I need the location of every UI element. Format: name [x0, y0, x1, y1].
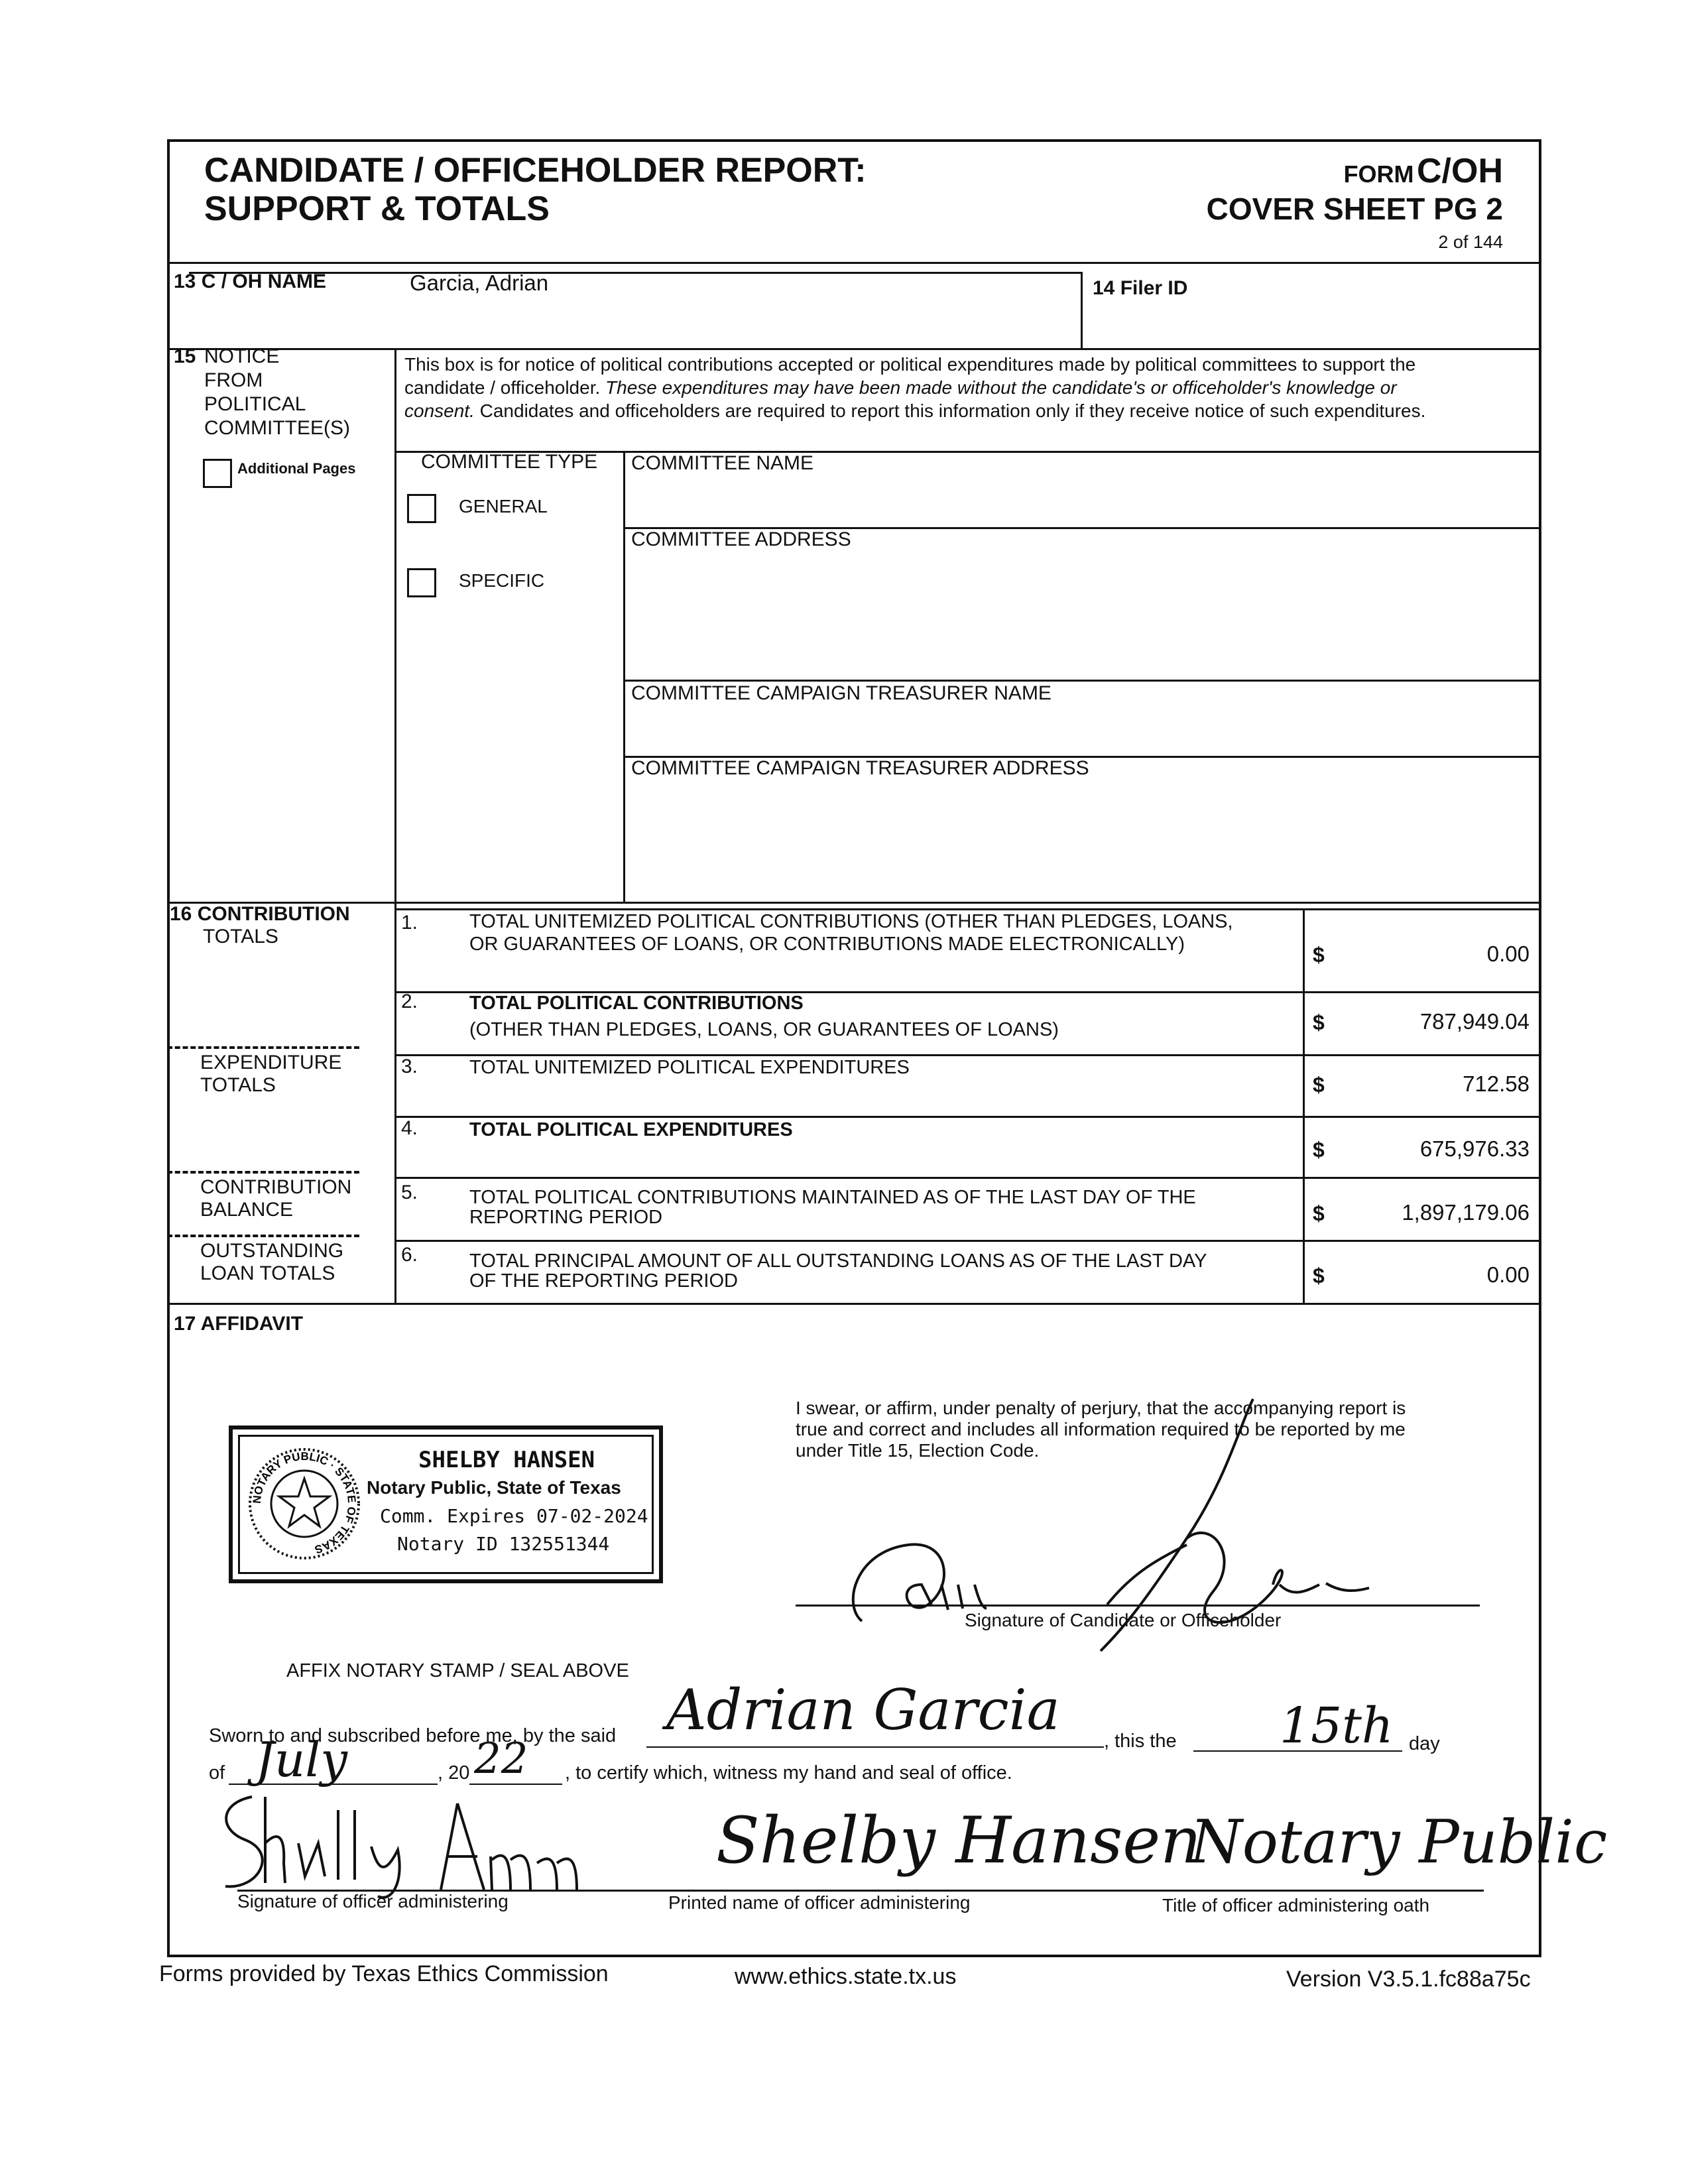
divider	[623, 680, 1541, 682]
contribution-totals-line1: 16 CONTRIBUTION	[170, 903, 350, 925]
totals-row-1-amount: 0.00	[1486, 941, 1530, 966]
totals-row-1-line2: OR GUARANTEES OF LOANS, OR CONTRIBUTIONS MADE ELECTRONICALLY)	[469, 934, 1185, 955]
oath-line1: I swear, or affirm, under penalty of perjury, that the accompanying report is	[796, 1398, 1406, 1418]
candidate-signature-line	[796, 1605, 1480, 1607]
totals-row-3-num: 3.	[401, 1056, 418, 1077]
day-label: day	[1409, 1733, 1440, 1754]
notice-label-line2: FROM	[204, 369, 263, 391]
divider	[189, 272, 1081, 274]
totals-row-2-num: 2.	[401, 991, 418, 1012]
title-handwritten: Notary Public	[1190, 1807, 1608, 1877]
totals-row-1-currency: $	[1313, 943, 1325, 967]
day-handwritten: 15th	[1280, 1697, 1394, 1754]
cover-sheet-label: COVER SHEET PG 2	[1206, 192, 1503, 226]
totals-row-5-currency: $	[1313, 1201, 1325, 1225]
divider	[394, 348, 396, 1303]
committee-type-label: COMMITTEE TYPE	[421, 451, 598, 473]
outstanding-loans-line2: LOAN TOTALS	[200, 1262, 335, 1284]
form-code-block	[1344, 151, 1503, 191]
totals-row-2-line1: TOTAL POLITICAL CONTRIBUTIONS	[469, 993, 804, 1014]
divider	[394, 1054, 1541, 1056]
divider	[394, 1177, 1541, 1179]
divider	[167, 1303, 1541, 1305]
notice-label-line1: NOTICE	[204, 345, 280, 367]
stamp-name: SHELBY HANSEN	[418, 1447, 595, 1473]
outstanding-loans-line1: OUTSTANDING	[200, 1240, 344, 1262]
expenditure-totals-line2: TOTALS	[200, 1074, 276, 1096]
contribution-balance-line1: CONTRIBUTION	[200, 1176, 352, 1198]
totals-row-2-amount: 787,949.04	[1419, 1009, 1530, 1034]
notary-stamp	[229, 1426, 663, 1583]
printed-name-label: Printed name of officer administering	[668, 1892, 971, 1913]
specific-checkbox[interactable]	[407, 568, 436, 597]
outstanding-loans-label	[200, 1240, 343, 1285]
this-the-label: , this the	[1104, 1730, 1177, 1752]
totals-row-2-line2: (OTHER THAN PLEDGES, LOANS, OR GUARANTEES OF LOANS)	[469, 1019, 1059, 1040]
notice-label-line3: POLITICAL	[204, 393, 306, 415]
notice-text-line1: This box is for notice of political contributions accepted or political expenditures made by political committees to support the	[404, 354, 1416, 375]
form-title-line2: SUPPORT & TOTALS	[204, 190, 550, 228]
notary-seal	[245, 1444, 364, 1563]
divider	[394, 1116, 1541, 1118]
candidate-signature-label: Signature of Candidate or Officeholder	[965, 1610, 1282, 1630]
expenditure-totals-line1: EXPENDITURE	[200, 1052, 342, 1073]
c-oh-name-label: 13 C / OH NAME	[174, 271, 327, 292]
additional-pages-label: Additional Pages	[237, 460, 356, 477]
notice-text-line2a: candidate / officeholder.	[404, 377, 601, 398]
notice-text-line2	[404, 377, 1397, 398]
divider	[623, 451, 625, 902]
certify-text: , to certify which, witness my hand and seal of office.	[565, 1762, 1012, 1784]
affidavit-label: 17 AFFIDAVIT	[174, 1313, 304, 1335]
stamp-line3: Comm. Expires 07-02-2024	[380, 1505, 648, 1527]
footer-center[interactable]: www.ethics.state.tx.us	[735, 1964, 957, 1989]
additional-pages-checkbox[interactable]	[203, 459, 232, 488]
form-code: C/OH	[1417, 152, 1503, 190]
totals-row-5-amount: 1,897,179.06	[1402, 1200, 1530, 1225]
footer-right: Version V3.5.1.fc88a75c	[1286, 1967, 1531, 1992]
totals-row-5-num: 5.	[401, 1182, 418, 1203]
divider	[1081, 272, 1083, 348]
title-label: Title of officer administering oath	[1162, 1895, 1430, 1915]
divider	[167, 348, 1541, 350]
totals-row-3-currency: $	[1313, 1073, 1325, 1097]
notice-text-line3	[404, 400, 1425, 422]
contribution-totals-label	[170, 903, 350, 948]
dashed-divider	[167, 1171, 359, 1174]
committee-address-label: COMMITTEE ADDRESS	[631, 528, 851, 550]
notice-text-line2b: These expenditures may have been made without the candidate's or officeholder's knowledge or	[605, 377, 1397, 398]
seal-ring-text: NOTARY PUBLIC · STATE OF TEXAS	[250, 1449, 359, 1556]
footer-left: Forms provided by Texas Ethics Commission	[159, 1961, 609, 1986]
general-checkbox[interactable]	[407, 494, 436, 523]
totals-row-1-line1: TOTAL UNITEMIZED POLITICAL CONTRIBUTIONS (OTHER THAN PLEDGES, LOANS,	[469, 911, 1233, 932]
form-label: FORM	[1343, 160, 1414, 188]
sworn-prefix: Sworn to and subscribed before me, by the said	[209, 1725, 617, 1746]
of-label: of	[209, 1762, 225, 1784]
form-title-line1: CANDIDATE / OFFICEHOLDER REPORT:	[204, 151, 867, 190]
totals-row-4-currency: $	[1313, 1138, 1325, 1162]
notice-text-line3a: consent.	[404, 400, 475, 421]
contribution-balance-line2: BALANCE	[200, 1199, 294, 1221]
contribution-balance-label	[200, 1176, 351, 1221]
officer-signature	[206, 1784, 630, 1903]
printed-name-handwritten: Shelby Hansen	[716, 1803, 1201, 1878]
totals-row-6-line1: TOTAL PRINCIPAL AMOUNT OF ALL OUTSTANDING LOANS AS OF THE LAST DAY	[469, 1250, 1207, 1272]
dashed-divider	[167, 1235, 359, 1237]
totals-row-3-line1: TOTAL UNITEMIZED POLITICAL EXPENDITURES	[469, 1057, 910, 1078]
contribution-totals-line2: TOTALS	[203, 926, 278, 947]
divider	[394, 908, 1541, 910]
divider	[1303, 908, 1305, 1304]
totals-row-4-line1: TOTAL POLITICAL EXPENDITURES	[469, 1119, 793, 1140]
blank-line	[646, 1746, 1104, 1748]
svg-text:NOTARY PUBLIC · STATE OF TEXAS	[251, 1450, 358, 1556]
dashed-divider	[167, 1046, 359, 1049]
totals-row-6-currency: $	[1313, 1264, 1325, 1288]
expenditure-totals-label	[200, 1052, 341, 1097]
totals-row-2-currency: $	[1313, 1010, 1325, 1034]
totals-row-4-amount: 675,976.33	[1419, 1136, 1530, 1161]
blank-line	[1193, 1750, 1402, 1752]
notice-section-number: 15	[174, 345, 196, 367]
year-handwritten: 22	[474, 1734, 528, 1784]
general-label: GENERAL	[459, 496, 548, 516]
oath-line2: true and correct and includes all information required to be reported by me	[796, 1419, 1406, 1439]
divider	[394, 1240, 1541, 1242]
oath-line3: under Title 15, Election Code.	[796, 1440, 1040, 1461]
affix-label: AFFIX NOTARY STAMP / SEAL ABOVE	[286, 1660, 629, 1681]
notice-label-line4: COMMITTEE(S)	[204, 417, 350, 439]
totals-row-1-num: 1.	[401, 912, 418, 934]
specific-label: SPECIFIC	[459, 570, 545, 591]
sworn-name-handwritten: Adrian Garcia	[666, 1677, 1060, 1742]
totals-row-6-amount: 0.00	[1486, 1262, 1530, 1287]
year-prefix: , 20	[438, 1762, 470, 1784]
treasurer-name-label: COMMITTEE CAMPAIGN TREASURER NAME	[631, 682, 1051, 704]
c-oh-name-value: Garcia, Adrian	[410, 271, 549, 295]
totals-row-4-num: 4.	[401, 1117, 418, 1139]
totals-row-6-num: 6.	[401, 1244, 418, 1266]
page-number: 2 of 144	[1438, 232, 1503, 252]
stamp-line2: Notary Public, State of Texas	[367, 1477, 621, 1498]
stamp-line4: Notary ID 132551344	[397, 1533, 610, 1555]
totals-row-5-line1: TOTAL POLITICAL CONTRIBUTIONS MAINTAINED AS OF THE LAST DAY OF THE	[469, 1187, 1196, 1208]
totals-row-6-line2: OF THE REPORTING PERIOD	[469, 1270, 738, 1292]
totals-row-5-line2: REPORTING PERIOD	[469, 1207, 663, 1228]
divider	[167, 902, 1541, 904]
treasurer-address-label: COMMITTEE CAMPAIGN TREASURER ADDRESS	[631, 757, 1089, 779]
totals-row-3-amount: 712.58	[1463, 1071, 1530, 1096]
divider	[167, 262, 1541, 264]
committee-name-label: COMMITTEE NAME	[631, 452, 813, 474]
filer-id-label: 14 Filer ID	[1093, 277, 1188, 299]
month-handwritten: July	[255, 1732, 347, 1788]
notice-text-line3b: Candidates and officeholders are required to report this information only if they receive notice of such expenditures.	[479, 400, 1426, 421]
officer-signature-label: Signature of officer administering	[237, 1891, 509, 1911]
